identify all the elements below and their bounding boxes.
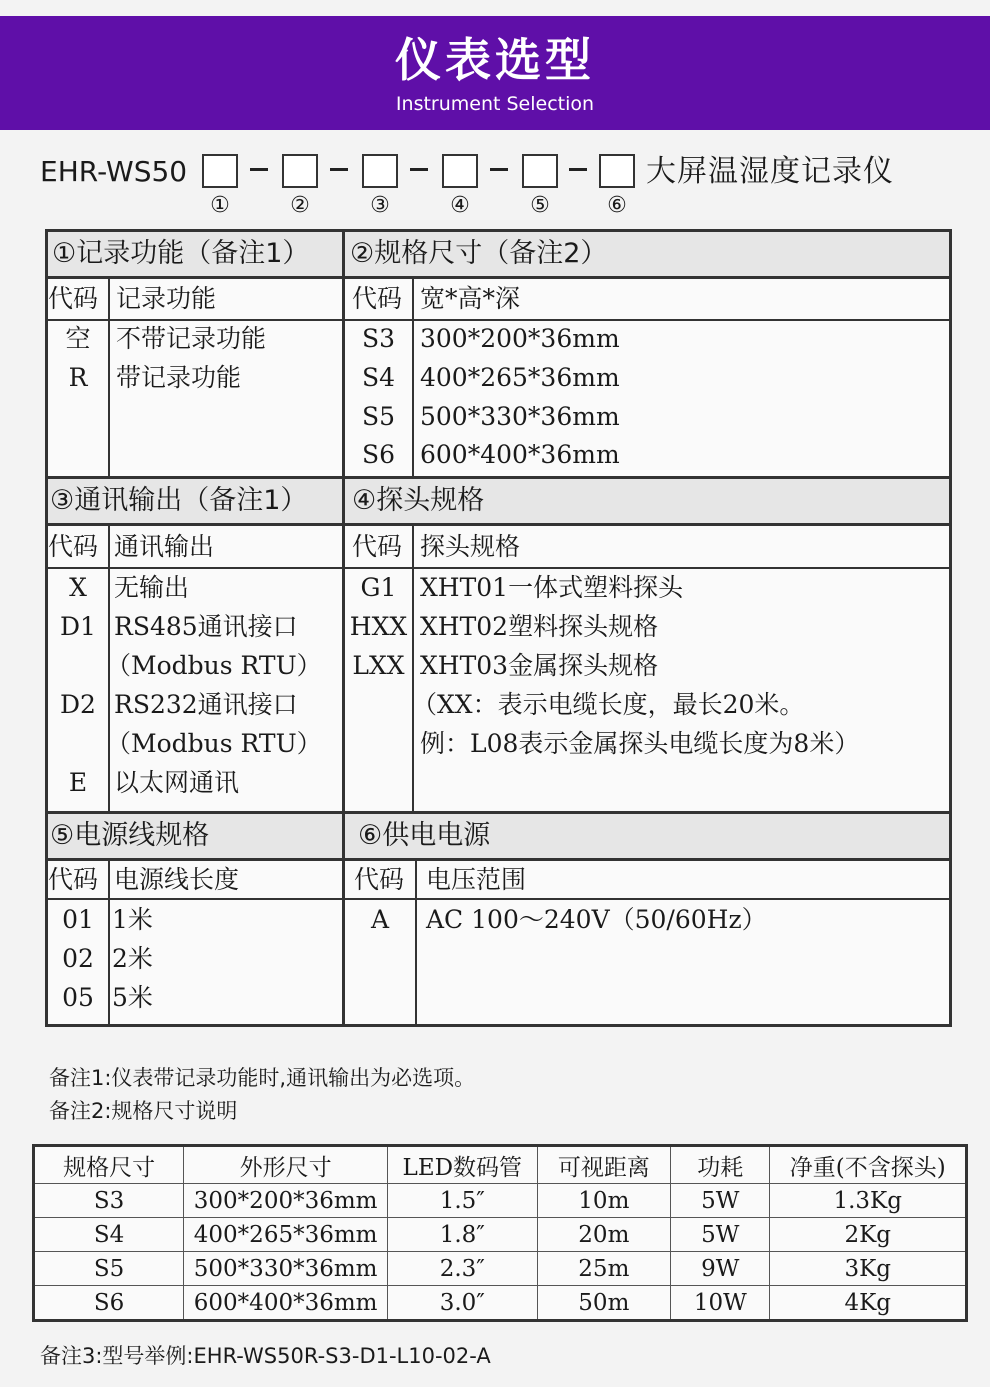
rule <box>108 858 110 1024</box>
option-code: D2 <box>60 690 96 719</box>
option-code: R <box>68 363 88 392</box>
option-desc: 以太网通讯 <box>114 768 240 797</box>
code-box-4 <box>442 154 478 188</box>
table-cell: 5W <box>671 1184 770 1218</box>
table-cell: S4 <box>34 1218 184 1252</box>
page-subtitle: Instrument Selection <box>395 93 595 115</box>
option-code: A <box>370 905 390 934</box>
option-code: 空 <box>65 324 91 353</box>
section-title: ⑥供电电源 <box>358 820 491 851</box>
model-suffix: 大屏温湿度记录仪 <box>646 154 894 189</box>
model-prefix: EHR-WS50 <box>40 155 188 188</box>
option-desc: 无输出 <box>114 573 190 602</box>
table-cell: S6 <box>34 1286 184 1321</box>
option-desc: 带记录功能 <box>116 363 242 392</box>
section-title: ④探头规格 <box>352 485 485 516</box>
option-desc: XHT01一体式塑料探头 <box>420 573 684 602</box>
option-code: 05 <box>62 983 94 1012</box>
option-code: HXX <box>349 612 408 641</box>
table-cell: 3Kg <box>770 1252 967 1286</box>
table-cell: 25m <box>537 1252 670 1286</box>
option-code: G1 <box>360 573 397 602</box>
option-desc: XHT03金属探头规格 <box>420 651 659 680</box>
rule <box>412 276 414 476</box>
column-header: 电源线长度 <box>114 865 240 894</box>
code-dash <box>490 168 508 171</box>
rule <box>108 276 110 476</box>
selection-table <box>45 229 952 1027</box>
option-desc: （Modbus RTU） <box>106 651 322 680</box>
table-cell: 10m <box>537 1184 670 1218</box>
column-header: 可视距离 <box>537 1146 670 1184</box>
table-cell: 300*200*36mm <box>184 1184 388 1218</box>
option-desc: 600*400*36mm <box>420 440 620 469</box>
note-1: 备注1:仪表带记录功能时,通讯输出为必选项。 <box>49 1066 476 1090</box>
option-code: 02 <box>62 944 94 973</box>
column-header: 功耗 <box>671 1146 770 1184</box>
column-header: 净重(不含探头) <box>770 1146 967 1184</box>
table-cell: 5W <box>671 1218 770 1252</box>
option-desc: AC 100～240V（50/60Hz） <box>426 905 767 934</box>
table-row <box>34 1184 967 1218</box>
option-desc: 5米 <box>112 983 153 1012</box>
column-header: 代码 <box>48 865 99 894</box>
page-title: 仪表选型 <box>395 33 595 87</box>
option-code: E <box>68 768 88 797</box>
table-cell: S3 <box>34 1184 184 1218</box>
column-header: 代码 <box>48 284 99 313</box>
code-box-6 <box>599 154 635 188</box>
option-code: X <box>69 573 87 602</box>
code-dash <box>569 168 587 171</box>
table-cell: 10W <box>671 1286 770 1321</box>
table-row <box>34 1218 967 1252</box>
note-2: 备注2:规格尺寸说明 <box>49 1099 238 1123</box>
column-header: 代码 <box>354 865 405 894</box>
option-desc: RS485通讯接口 <box>114 612 298 641</box>
table-cell: 600*400*36mm <box>184 1286 388 1321</box>
option-code: S5 <box>361 402 396 431</box>
column-header: 通讯输出 <box>114 532 215 561</box>
table-cell: 4Kg <box>770 1286 967 1321</box>
option-desc: 300*200*36mm <box>420 324 620 353</box>
code-box-5 <box>522 154 558 188</box>
table-row <box>34 1286 967 1321</box>
table-cell: 2Kg <box>770 1218 967 1252</box>
option-code: S3 <box>361 324 396 353</box>
position-number: ② <box>290 193 310 218</box>
column-header: 电压范围 <box>426 865 527 894</box>
column-header: 规格尺寸 <box>34 1146 184 1184</box>
spec-table <box>32 1144 968 1322</box>
column-header: 代码 <box>48 532 99 561</box>
table-cell: S5 <box>34 1252 184 1286</box>
option-note: （XX：表示电缆长度，最长20米。 <box>412 690 805 719</box>
table-header-row <box>34 1146 967 1184</box>
section-title: ①记录功能（备注1） <box>52 238 310 269</box>
table-cell: 9W <box>671 1252 770 1286</box>
code-box-2 <box>282 154 318 188</box>
table-cell: 1.8″ <box>388 1218 538 1252</box>
column-header: 探头规格 <box>420 532 521 561</box>
code-dash <box>330 168 348 171</box>
column-header: 代码 <box>352 284 403 313</box>
option-desc: 1米 <box>112 905 153 934</box>
table-cell: 50m <box>537 1286 670 1321</box>
table-cell: 400*265*36mm <box>184 1218 388 1252</box>
header-banner <box>0 16 990 130</box>
section-title: ⑤电源线规格 <box>50 820 210 851</box>
option-code: S6 <box>361 440 396 469</box>
rule <box>48 523 949 526</box>
position-number: ① <box>210 193 230 218</box>
option-desc: XHT02塑料探头规格 <box>420 612 659 641</box>
code-dash <box>250 168 268 171</box>
position-number: ⑤ <box>530 193 550 218</box>
option-desc: 不带记录功能 <box>116 324 267 353</box>
position-number: ④ <box>450 193 470 218</box>
option-code: 01 <box>62 905 94 934</box>
section-title: ②规格尺寸（备注2） <box>350 238 608 269</box>
column-header: 外形尺寸 <box>184 1146 388 1184</box>
column-header: 宽*高*深 <box>420 284 521 313</box>
rule <box>415 858 417 1024</box>
table-cell: 3.0″ <box>388 1286 538 1321</box>
code-box-1 <box>202 154 238 188</box>
table-cell: 20m <box>537 1218 670 1252</box>
column-header: 记录功能 <box>116 284 217 313</box>
option-code: S4 <box>361 363 396 392</box>
table-cell: 2.3″ <box>388 1252 538 1286</box>
column-header: 代码 <box>352 532 403 561</box>
table-cell: 1.3Kg <box>770 1184 967 1218</box>
code-dash <box>410 168 428 171</box>
position-number: ③ <box>370 193 390 218</box>
option-code: LXX <box>352 651 405 680</box>
code-box-3 <box>362 154 398 188</box>
option-desc: 2米 <box>112 944 153 973</box>
column-header: LED数码管 <box>388 1146 538 1184</box>
table-cell: 1.5″ <box>388 1184 538 1218</box>
note-3: 备注3:型号举例:EHR-WS50R-S3-D1-L10-02-A <box>40 1344 491 1368</box>
table-row <box>34 1252 967 1286</box>
table-cell: 500*330*36mm <box>184 1252 388 1286</box>
option-code: D1 <box>60 612 96 641</box>
option-desc: 500*330*36mm <box>420 402 620 431</box>
section-title: ③通讯输出（备注1） <box>50 485 308 516</box>
option-desc: 400*265*36mm <box>420 363 620 392</box>
option-note: 例：L08表示金属探头电缆长度为8米） <box>420 729 860 758</box>
option-desc: RS232通讯接口 <box>114 690 298 719</box>
position-number: ⑥ <box>607 193 627 218</box>
option-desc: （Modbus RTU） <box>106 729 322 758</box>
rule <box>412 523 414 811</box>
